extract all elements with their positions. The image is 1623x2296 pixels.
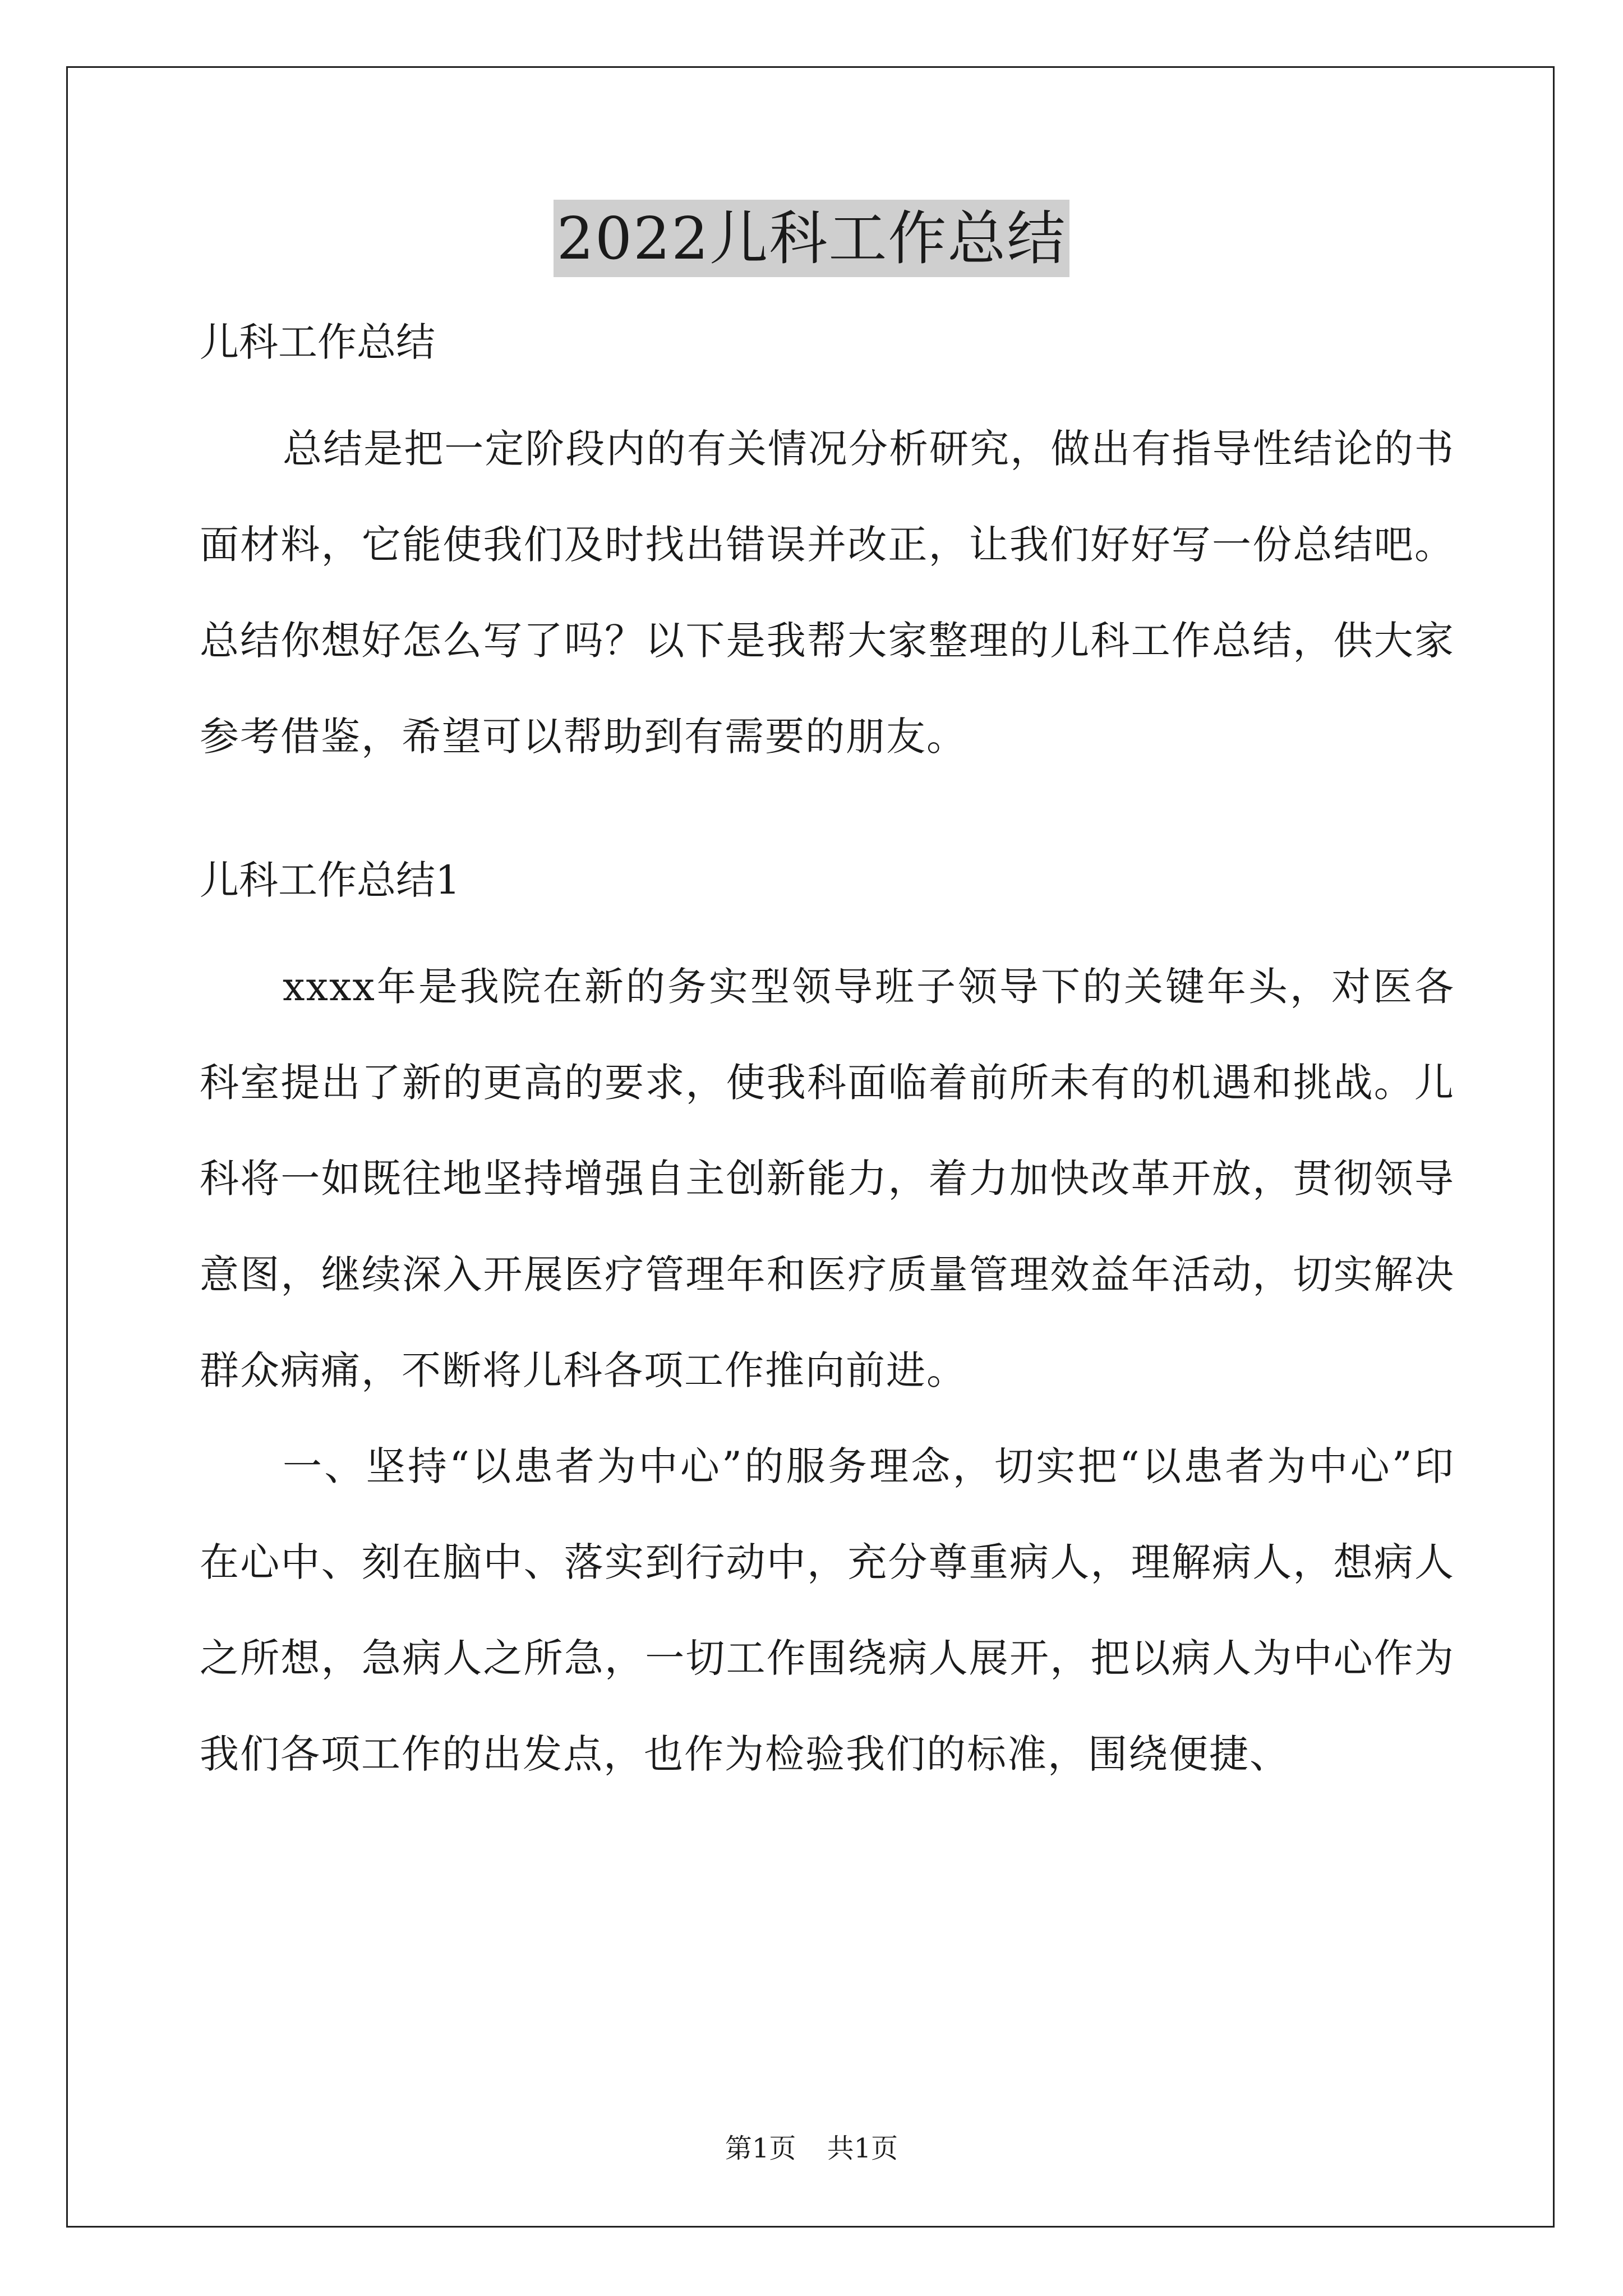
section1-paragraph-1: xxxx年是我院在新的务实型领导班子领导下的关键年头，对医各科室提出了新的更高的要求，使我科面临着前所未有的机遇和挑战。儿科将一如既往地坚持增强自主创新能力，着力加快改革开放，贯彻领导意图，继续深入开展医疗管理年和医疗质量管理效益年活动，切实解决群众病痛，不断将儿科各项工作推向前进。 (200, 964, 1455, 1393)
page-footer (0, 2132, 1623, 2165)
spacer (200, 785, 1455, 852)
title-container (0, 200, 1623, 277)
page-number-total: 共1页 (827, 2133, 898, 2164)
spacer (200, 370, 1455, 401)
spacer (200, 908, 1455, 939)
page-number-current: 第1页 (725, 2133, 796, 2164)
document-body (200, 314, 1455, 1802)
intro-paragraph: 总结是把一定阶段内的有关情况分析研究，做出有指导性结论的书面材料，它能使我们及时找出错误并改正，让我们好好写一份总结吧。总结你想好怎么写了吗？以下是我帮大家整理的儿科工作总结，供大家参考借鉴，希望可以帮助到有需要的朋友。 (200, 426, 1455, 760)
section1-heading: 儿科工作总结1 (200, 857, 460, 903)
intro-heading: 儿科工作总结 (200, 319, 435, 365)
document-title: 2022儿科工作总结 (554, 200, 1070, 277)
section1-paragraph-2: 一、坚持“以患者为中心”的服务理念，切实把“以患者为中心”印在心中、刻在脑中、落实到行动中，充分尊重病人，理解病人，想病人之所想，急病人之所急，一切工作围绕病人展开，把以病人为中心作为我们各项工作的出发点，也作为检验我们的标准，围绕便捷、 (200, 1443, 1455, 1777)
